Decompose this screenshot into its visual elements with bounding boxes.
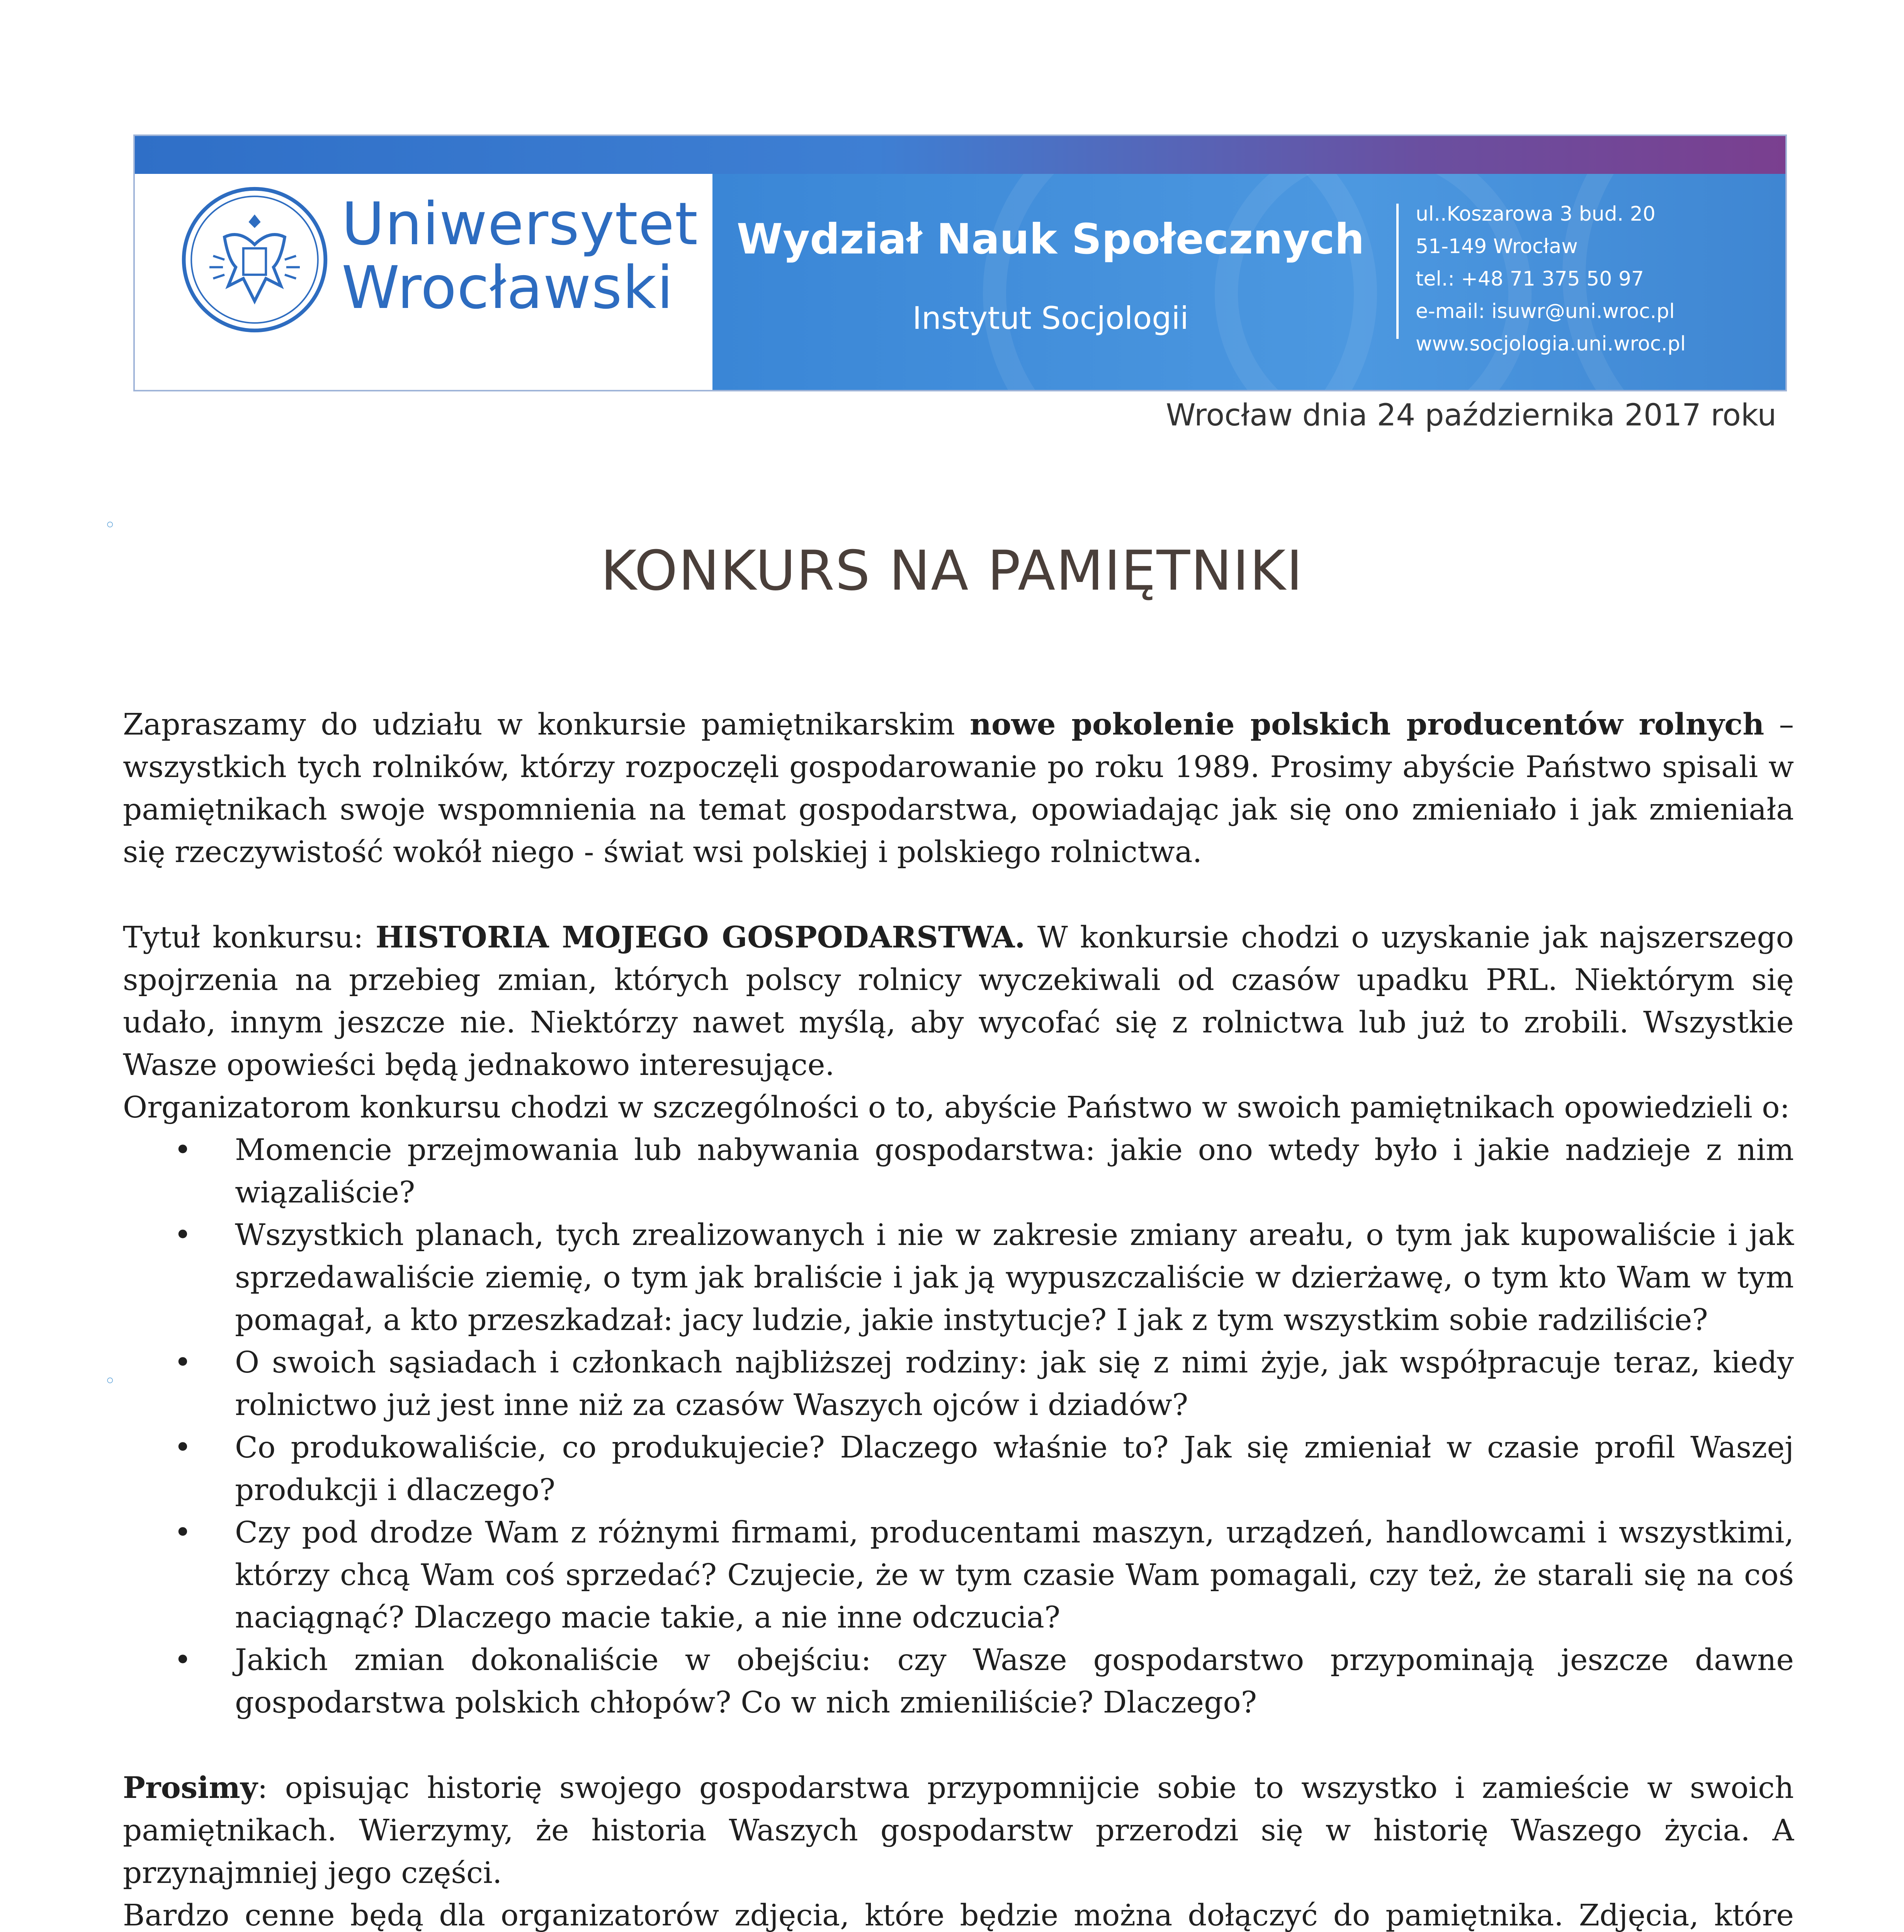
university-eagle-emblem-icon (179, 184, 330, 335)
contact-website[interactable]: www.socjologia.uni.wroc.pl (1416, 332, 1686, 355)
list-item-text: Momencie przejmowania lub nabywania gospodarstwa: jakie ono wtedy było i jakie nadzieje z nim wiązaliście? (235, 1133, 1794, 1210)
list-item (174, 1639, 1794, 1724)
contact-block (1416, 198, 1779, 360)
intro-text-start: Zapraszamy do udziału w konkursie pamiętnikarskim (123, 707, 970, 742)
intro-paragraph (123, 703, 1794, 874)
scan-margin-mark-icon: ◦ (104, 1370, 116, 1392)
contest-description: W konkursie chodzi o uzyskanie jak najszerszego spojrzenia na przebieg zmian, których polscy rolnicy wyczekiwali od czasów upadku PRL. Niektórym się udało, innym jeszcze nie. Niektórzy nawet myślą, aby wycofać się z rolnictwa lub już to zrobili. Wszystkie Wasze opowieści będą jednakowo interesujące. (123, 920, 1794, 1082)
intro-highlight: nowe pokolenie polskich producentów rolnych (969, 707, 1765, 742)
bullet-icon: • (174, 1430, 192, 1465)
closing-highlight: Prosimy (123, 1770, 258, 1805)
list-item (174, 1427, 1794, 1512)
contest-title: HISTORIA MOJEGO GOSPODARSTWA. (376, 920, 1025, 955)
letterhead-top-band (135, 136, 1785, 174)
list-item (174, 1342, 1794, 1427)
list-item (174, 1512, 1794, 1639)
photos-paragraph: Bardzo cenne będą dla organizatorów zdjęcia, które będzie można dołączyć do pamiętnika. Zdjęcia, które (123, 1898, 1794, 1932)
contest-label: Tytuł konkursu: (123, 920, 376, 955)
list-item-text: O swoich sąsiadach i członkach najbliższej rodziny: jak się z nimi żyje, jak współpracuje teraz, kiedy rolnictwo już jest inne niż za czasów Waszych ojców i dziadów? (235, 1345, 1794, 1422)
bullet-icon: • (174, 1345, 192, 1380)
bullet-icon: • (174, 1218, 192, 1252)
bullet-icon: • (174, 1133, 192, 1167)
contact-email[interactable]: e-mail: isuwr@uni.wroc.pl (1416, 300, 1675, 323)
bullet-icon: • (174, 1643, 192, 1677)
list-item-text: Co produkowaliście, co produkujecie? Dlaczego właśnie to? Jak się zmieniał w czasie profil Waszej produkcji i dlaczego? (235, 1430, 1794, 1507)
document-title: KONKURS NA PAMIĘTNIKI (600, 539, 1304, 603)
topics-list (123, 1129, 1794, 1724)
document-date: Wrocław dnia 24 października 2017 roku (1166, 398, 1776, 433)
list-item-text: Czy pod drodze Wam z różnymi firmami, producentami maszyn, urządzeń, handlowcami i wszystkimi, którzy chcą Wam coś sprzedać? Czujecie, że w tym czasie Wam pomagali, czy też, że starali się na coś naciągnąć? Dlaczego macie takie, a nie inne odczucia? (235, 1515, 1794, 1635)
list-item (174, 1214, 1794, 1342)
letterhead (133, 134, 1787, 391)
header-divider (1396, 204, 1399, 339)
university-name-line2: Wrocławski (342, 253, 674, 322)
list-item-text: Jakich zmian dokonaliście w obejściu: czy Wasze gospodarstwo przypominają jeszcze dawne gospodarstwa polskich chłopów? Co w nich zmieniliście? Dlaczego? (235, 1643, 1794, 1720)
contest-paragraph (123, 916, 1794, 1087)
intro-text-end: – wszystkich tych rolników, którzy rozpoczęli gospodarowanie po roku 1989. Prosimy abyście Państwo spisali w pamiętnikach swoje wspomnienia na temat gospodarstwa, opowiadając jak się ono zmieniało i jak zmieniała się rzeczywistość wokół niego - świat wsi polskiej i polskiego rolnictwa. (123, 707, 1794, 869)
contact-address: ul..Koszarowa 3 bud. 20 (1416, 202, 1656, 226)
bullet-icon: • (174, 1515, 192, 1550)
letter-body (123, 703, 1794, 1932)
closing-paragraph (123, 1767, 1794, 1895)
university-name (342, 192, 698, 320)
contact-phone: tel.: +48 71 375 50 97 (1416, 267, 1644, 291)
organizers-intro: Organizatorom konkursu chodzi w szczególności o to, abyście Państwo w swoich pamiętnikach opowiedzieli o: (123, 1090, 1790, 1125)
list-item (174, 1129, 1794, 1214)
contact-postcode: 51-149 Wrocław (1416, 235, 1578, 258)
closing-text: : opisując historię swojego gospodarstwa przypomnijcie sobie to wszystko i zamieście w swoich pamiętnikach. Wierzymy, że historia Waszych gospodarstw przerodzi się w historię Waszego życia. A przynajmniej jego części. (123, 1771, 1794, 1890)
institute-name: Instytut Socjologii (912, 300, 1189, 336)
scan-margin-mark-icon: ◦ (104, 514, 116, 536)
university-name-line1: Uniwersytet (342, 190, 698, 258)
list-item-text: Wszystkich planach, tych zrealizowanych i nie w zakresie zmiany areału, o tym jak kupowaliście i jak sprzedawaliście ziemię, o tym jak braliście i jak ją wypuszczaliście w dzierżawę, o tym kto Wam w tym pomagał, a kto przeszkadzał: jacy ludzie, jakie instytucje? I jak z tym wszystkim sobie radziliście? (235, 1218, 1794, 1337)
faculty-name: Wydział Nauk Społecznych (736, 215, 1365, 264)
